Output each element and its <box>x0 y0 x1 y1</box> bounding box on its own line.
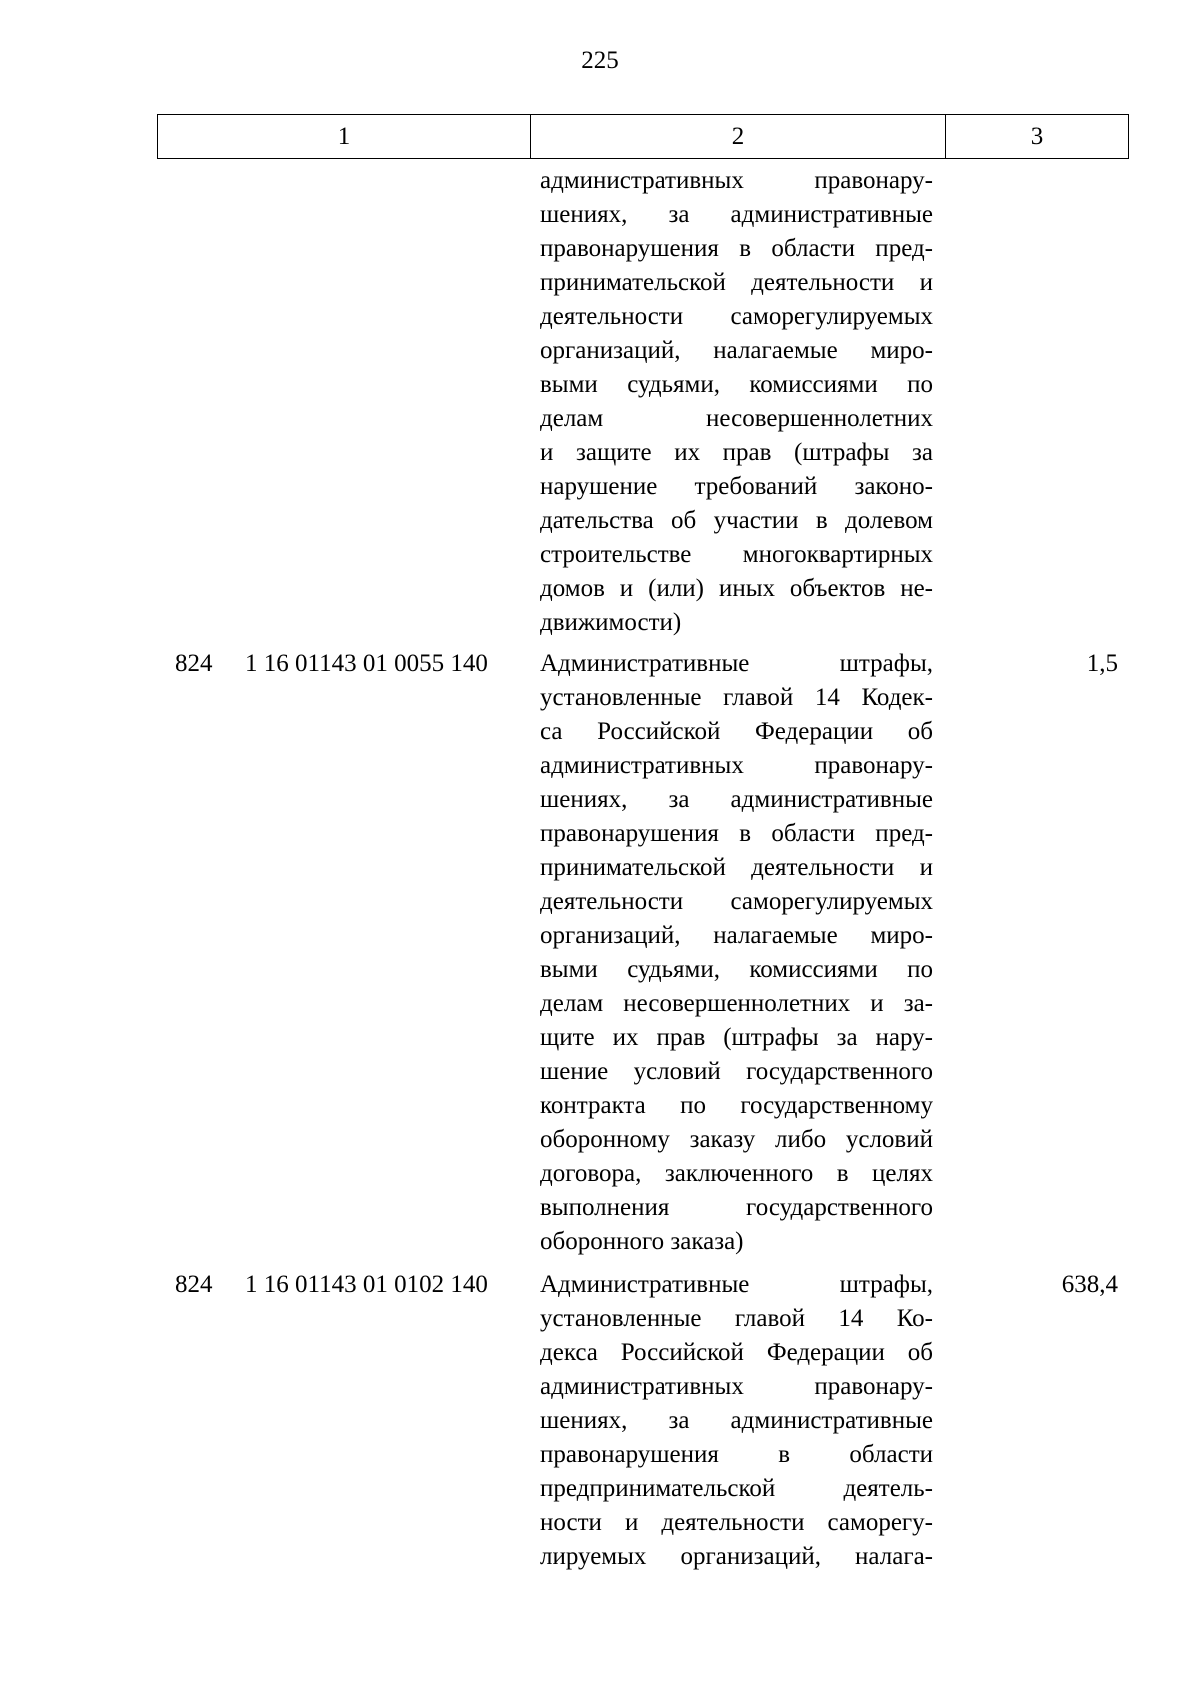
description-line: движимости) <box>540 609 682 636</box>
description-line: административных правонару- <box>540 752 933 779</box>
description-line: установленные главой 14 Кодек- <box>540 684 933 711</box>
description-line: шениях, за административные <box>540 786 933 813</box>
description-line: щите их прав (штрафы за нару- <box>540 1024 933 1051</box>
description-line: делам несовершеннолетних <box>540 405 933 432</box>
description-line: принимательской деятельности и <box>540 269 933 296</box>
description-cell <box>540 164 933 640</box>
description-line: оборонного заказа) <box>540 1228 744 1255</box>
description-line: административных правонару- <box>540 1373 933 1400</box>
description-line: правонарушения в области пред- <box>540 235 933 262</box>
description-line: выполнения государственного <box>540 1194 933 1221</box>
description-line: шениях, за административные <box>540 1407 933 1434</box>
description-line: выми судьями, комиссиями по <box>540 956 933 983</box>
description-line: ности и деятельности саморегу- <box>540 1509 933 1536</box>
description-line: делам несовершеннолетних и за- <box>540 990 933 1017</box>
description-line: предпринимательской деятель- <box>540 1475 933 1502</box>
description-line: шениях, за административные <box>540 201 933 228</box>
description-line: строительстве многоквартирных <box>540 541 933 568</box>
description-cell <box>540 647 933 1259</box>
admin-code-cell: 824 <box>175 1271 213 1298</box>
header-col-3: 3 <box>1030 122 1044 150</box>
amount-cell: 1,5 <box>1086 650 1118 677</box>
description-line: организаций, налагаемые миро- <box>540 922 933 949</box>
description-line: правонарушения в области <box>540 1441 933 1468</box>
description-line: принимательской деятельности и <box>540 854 933 881</box>
description-line: лируемых организаций, налага- <box>540 1543 933 1570</box>
description-line: правонарушения в области пред- <box>540 820 933 847</box>
description-cell <box>540 1268 933 1574</box>
admin-code-cell: 824 <box>175 650 213 677</box>
description-line: декса Российской Федерации об <box>540 1339 933 1366</box>
header-col-2: 2 <box>531 115 946 158</box>
description-line: деятельности саморегулируемых <box>540 888 933 915</box>
kbk-code-cell: 1 16 01143 01 0102 140 <box>245 1271 488 1298</box>
header-col-1: 1 <box>158 115 531 158</box>
description-line: дательства об участии в долевом <box>540 507 933 534</box>
description-line: Административные штрафы, <box>540 1271 933 1298</box>
description-line: домов и (или) иных объектов не- <box>540 575 933 602</box>
description-line: оборонному заказу либо условий <box>540 1126 933 1153</box>
description-line: деятельности саморегулируемых <box>540 303 933 330</box>
description-line: и защите их прав (штрафы за <box>540 439 933 466</box>
description-line: установленные главой 14 Ко- <box>540 1305 933 1332</box>
page-number: 225 <box>581 47 619 74</box>
kbk-code-cell: 1 16 01143 01 0055 140 <box>245 650 488 677</box>
description-line: шение условий государственного <box>540 1058 933 1085</box>
description-line: выми судьями, комиссиями по <box>540 371 933 398</box>
description-line: Административные штрафы, <box>540 650 933 677</box>
description-line: са Российской Федерации об <box>540 718 933 745</box>
description-line: нарушение требований законо- <box>540 473 933 500</box>
description-line: организаций, налагаемые миро- <box>540 337 933 364</box>
description-line: договора, заключенного в целях <box>540 1160 933 1187</box>
description-line: административных правонару- <box>540 167 933 194</box>
description-line: контракта по государственному <box>540 1092 933 1119</box>
table-header <box>157 114 1129 159</box>
amount-cell: 638,4 <box>1061 1271 1118 1298</box>
